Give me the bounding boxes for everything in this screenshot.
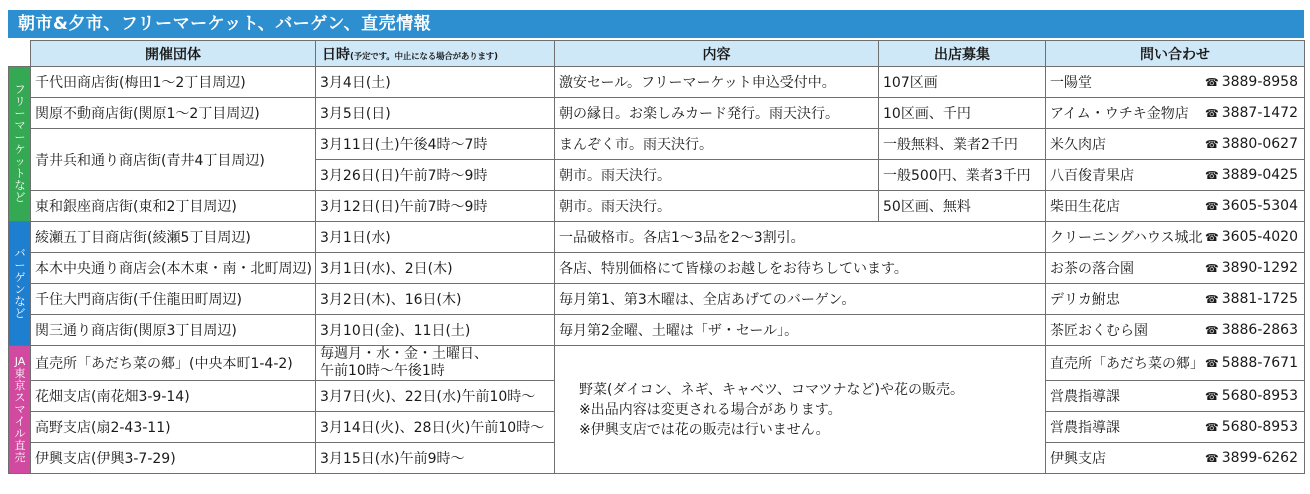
contact-phone: ☎ 3887-1472 — [1204, 105, 1298, 121]
contact-phone: ☎ 3890-1292 — [1204, 260, 1298, 276]
telephone-icon: ☎ — [1204, 324, 1219, 337]
content-cell: 朝の縁日。お楽しみカード発行。雨天決行。 — [555, 98, 879, 129]
telephone-icon: ☎ — [1204, 357, 1219, 370]
contact-cell — [1046, 191, 1305, 222]
contact-phone: ☎ 5888-7671 — [1204, 355, 1298, 371]
content-note: ※伊興支店では花の販売は行いません。 — [579, 421, 830, 438]
date-cell: 3月4日(土) — [316, 67, 555, 98]
contact-cell — [1046, 222, 1305, 253]
telephone-icon: ☎ — [1204, 76, 1219, 89]
organizer-cell: 高野支店(扇2-43-11) — [31, 412, 316, 443]
contact-phone: ☎ 3605-5304 — [1204, 198, 1298, 214]
date-cell: 3月26日(日)午前7時〜9時 — [316, 160, 555, 191]
contact-cell — [1046, 315, 1305, 346]
organizer-cell: 千住大門商店街(千住龍田町周辺) — [31, 284, 316, 315]
organizer-cell: 本木中央通り商店会(本木東・南・北町周辺) — [31, 253, 316, 284]
telephone-icon: ☎ — [1204, 262, 1219, 275]
contact-name: お茶の落合園 — [1050, 261, 1134, 277]
section-label-ja-direct-sales: JA東京スマイル直売 — [9, 346, 31, 474]
vendor-cell: 107区画 — [879, 67, 1046, 98]
contact-phone: ☎ 5680-8953 — [1204, 388, 1298, 404]
date-cell: 3月2日(木)、16日(木) — [316, 284, 555, 315]
section-label-bargain: バーゲンなど — [9, 222, 31, 346]
contact-name: アイム・ウチキ金物店 — [1050, 106, 1189, 122]
content-cell: 一品破格市。各店1〜3品を2〜3割引。 — [555, 222, 1046, 253]
contact-cell — [1046, 160, 1305, 191]
header-row — [9, 41, 1305, 67]
contact-cell — [1046, 284, 1305, 315]
telephone-icon: ☎ — [1204, 231, 1219, 244]
telephone-icon: ☎ — [1204, 452, 1219, 465]
vendor-cell: 10区画、千円 — [879, 98, 1046, 129]
table-row — [9, 222, 1305, 253]
contact-phone: ☎ 3881-1725 — [1204, 291, 1298, 307]
contact-cell — [1046, 381, 1305, 412]
table-row — [9, 129, 1305, 160]
contact-name: 営農指導課 — [1050, 389, 1120, 405]
organizer-cell: 綾瀬五丁目商店街(綾瀬5丁目周辺) — [31, 222, 316, 253]
contact-cell — [1046, 253, 1305, 284]
header-organizer: 開催団体 — [31, 41, 316, 67]
organizer-cell: 青井兵和通り商店街(青井4丁目周辺) — [31, 129, 316, 191]
organizer-cell: 千代田商店街(梅田1〜2丁目周辺) — [31, 67, 316, 98]
organizer-cell: 伊興支店(伊興3-7-29) — [31, 443, 316, 474]
content-cell: 毎月第2金曜、土曜は「ザ・セール」。 — [555, 315, 1046, 346]
contact-cell — [1046, 443, 1305, 474]
table-row — [9, 67, 1305, 98]
telephone-icon: ☎ — [1204, 138, 1219, 151]
content-cell — [555, 346, 1046, 474]
date-cell: 3月14日(火)、28日(火)午前10時〜 — [316, 412, 555, 443]
telephone-icon: ☎ — [1204, 421, 1219, 434]
header-spacer — [9, 41, 31, 67]
header-date-label: 日時 — [322, 46, 350, 63]
organizer-cell: 関原不動商店街(関原1〜2丁目周辺) — [31, 98, 316, 129]
contact-name: クリーニングハウス城北 — [1050, 230, 1203, 246]
date-cell: 3月5日(日) — [316, 98, 555, 129]
telephone-icon: ☎ — [1204, 390, 1219, 403]
contact-name: 伊興支店 — [1050, 451, 1106, 467]
telephone-icon: ☎ — [1204, 169, 1219, 182]
vendor-cell: 一般500円、業者3千円 — [879, 160, 1046, 191]
vendor-cell: 50区画、無料 — [879, 191, 1046, 222]
telephone-icon: ☎ — [1204, 107, 1219, 120]
organizer-cell: 関三通り商店街(関原3丁目周辺) — [31, 315, 316, 346]
organizer-cell: 花畑支店(南花畑3-9-14) — [31, 381, 316, 412]
header-date-note: (予定です。中止になる場合があります) — [350, 51, 498, 62]
date-cell: 3月1日(水) — [316, 222, 555, 253]
contact-cell — [1046, 129, 1305, 160]
contact-phone: ☎ 3889-0425 — [1204, 167, 1298, 183]
contact-name: 米久肉店 — [1050, 137, 1106, 153]
table-row — [9, 191, 1305, 222]
date-cell: 3月1日(水)、2日(木) — [316, 253, 555, 284]
contact-name: 営農指導課 — [1050, 420, 1120, 436]
schedule-table — [8, 40, 1305, 474]
content-cell: 毎月第1、第3木曜は、全店あげてのバーゲン。 — [555, 284, 1046, 315]
date-cell: 毎週月・水・金・土曜日、 午前10時〜午後1時 — [316, 346, 555, 381]
contact-cell — [1046, 412, 1305, 443]
telephone-icon: ☎ — [1204, 200, 1219, 213]
content-cell: 各店、特別価格にて皆様のお越しをお待ちしています。 — [555, 253, 1046, 284]
contact-name: 茶匠おくむら園 — [1050, 323, 1148, 339]
page-title: 朝市&夕市、フリーマーケット、バーゲン、直売情報 — [8, 10, 1304, 38]
header-vendors: 出店募集 — [879, 41, 1046, 67]
organizer-cell: 直売所「あだち菜の郷」(中央本町1-4-2) — [31, 346, 316, 381]
header-content: 内容 — [555, 41, 879, 67]
date-cell: 3月12日(日)午前7時〜9時 — [316, 191, 555, 222]
date-cell: 3月11日(土)午後4時〜7時 — [316, 129, 555, 160]
vendor-cell: 一般無料、業者2千円 — [879, 129, 1046, 160]
contact-name: デリカ鮒忠 — [1050, 292, 1120, 308]
contact-name: 一陽堂 — [1050, 75, 1092, 91]
section-label-flea-market: フリーマーケットなど — [9, 67, 31, 222]
telephone-icon: ☎ — [1204, 293, 1219, 306]
content-cell: 朝市。雨天決行。 — [555, 160, 879, 191]
contact-cell — [1046, 67, 1305, 98]
table-row — [9, 253, 1305, 284]
organizer-cell: 東和銀座商店街(東和2丁目周辺) — [31, 191, 316, 222]
contact-cell — [1046, 98, 1305, 129]
contact-phone: ☎ 5680-8953 — [1204, 419, 1298, 435]
table-row — [9, 284, 1305, 315]
contact-phone: ☎ 3605-4020 — [1204, 229, 1298, 245]
header-date — [316, 41, 555, 67]
content-cell: 朝市。雨天決行。 — [555, 191, 879, 222]
contact-phone: ☎ 3899-6262 — [1204, 450, 1298, 466]
contact-cell — [1046, 346, 1305, 381]
table-row — [9, 98, 1305, 129]
header-contact: 問い合わせ — [1046, 41, 1305, 67]
contact-name: 直売所「あだち菜の郷」 — [1050, 356, 1204, 372]
contact-phone: ☎ 3880-0627 — [1204, 136, 1298, 152]
content-line: 野菜(ダイコン、ネギ、キャベツ、コマツナなど)や花の販売。 — [579, 381, 965, 398]
table-row — [9, 346, 1305, 381]
content-cell: 激安セール。フリーマーケット申込受付中。 — [555, 67, 879, 98]
contact-name: 柴田生花店 — [1050, 199, 1120, 215]
date-cell: 3月15日(水)午前9時〜 — [316, 443, 555, 474]
content-note: ※出品内容は変更される場合があります。 — [579, 401, 842, 418]
contact-phone: ☎ 3889-8958 — [1204, 74, 1298, 90]
date-cell: 3月7日(火)、22日(水)午前10時〜 — [316, 381, 555, 412]
content-cell: まんぞく市。雨天決行。 — [555, 129, 879, 160]
contact-name: 八百俊青果店 — [1050, 168, 1134, 184]
contact-phone: ☎ 3886-2863 — [1204, 322, 1298, 338]
date-cell: 3月10日(金)、11日(土) — [316, 315, 555, 346]
table-row — [9, 315, 1305, 346]
